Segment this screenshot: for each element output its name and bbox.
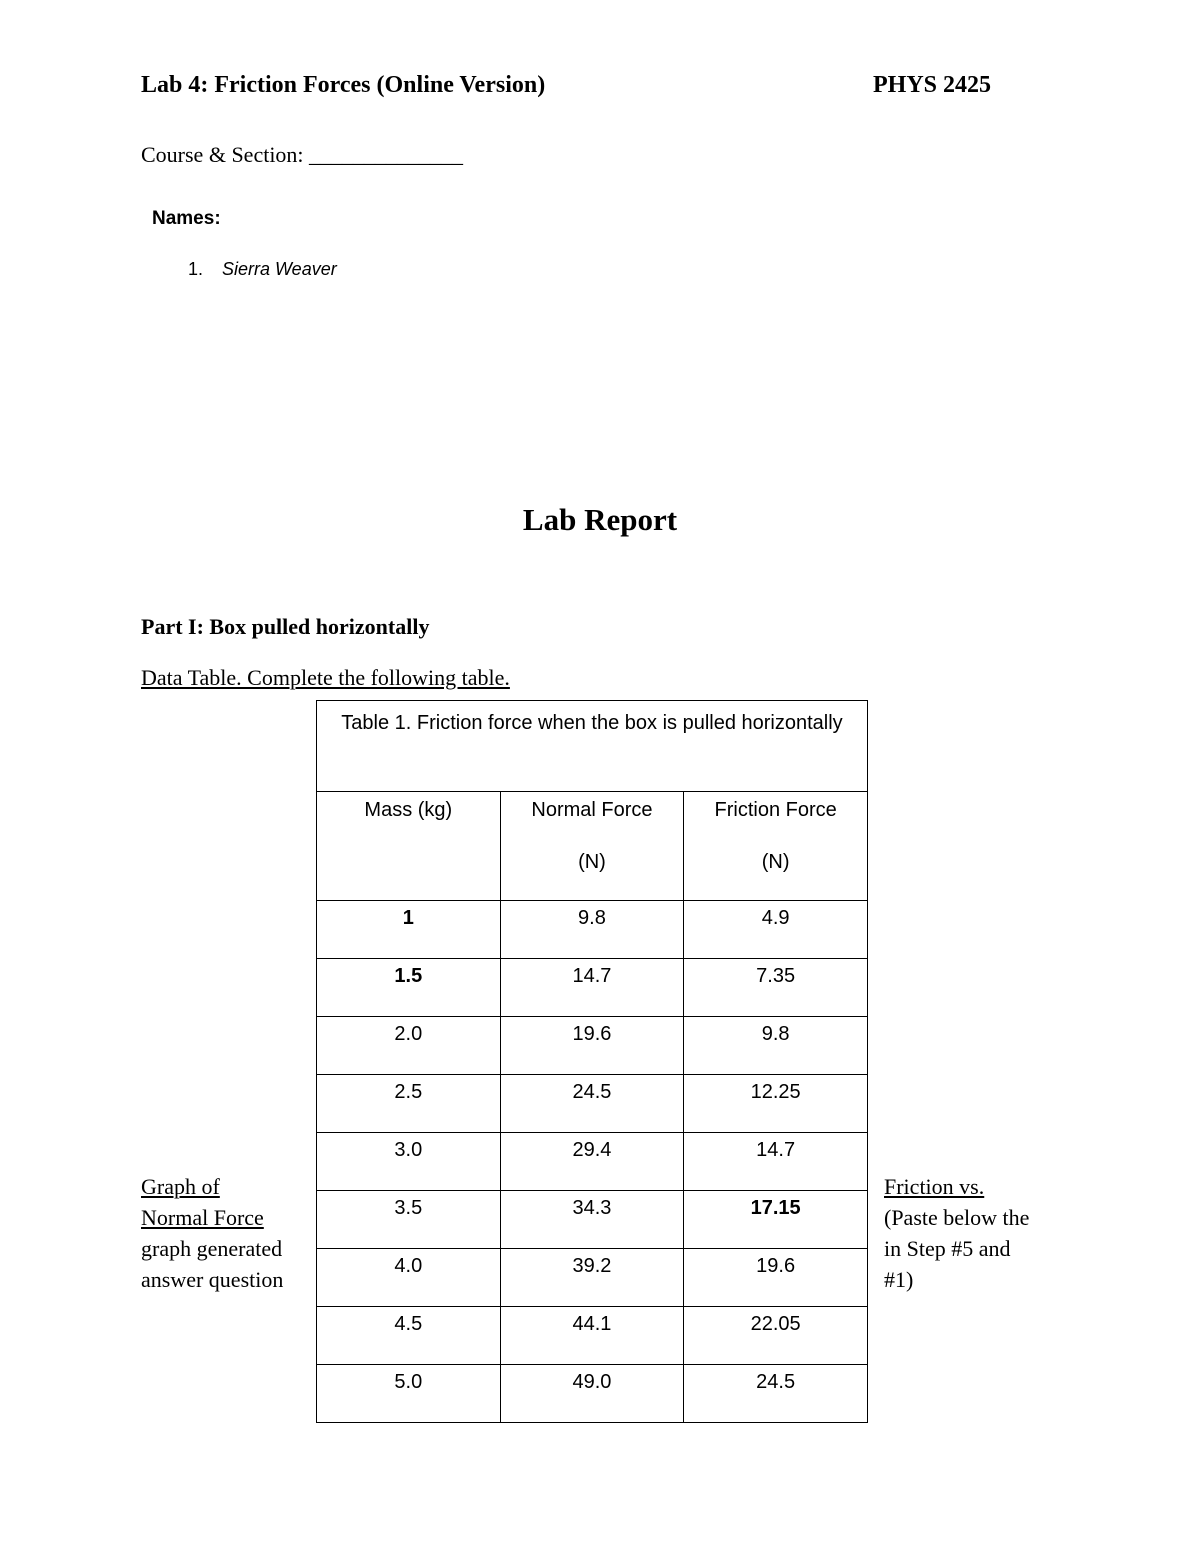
column-header-label: Friction Force bbox=[714, 799, 837, 821]
friction-force-cell[interactable]: 9.8 bbox=[684, 1017, 868, 1075]
mass-cell[interactable]: 4.5 bbox=[317, 1307, 501, 1365]
friction-force-cell[interactable]: 12.25 bbox=[684, 1075, 868, 1133]
table-row bbox=[317, 959, 868, 1017]
table-row bbox=[317, 1307, 868, 1365]
mass-cell[interactable]: 1 bbox=[317, 901, 501, 959]
column-header-normal-force bbox=[500, 792, 684, 901]
course-code: PHYS 2425 bbox=[873, 72, 992, 98]
table-row bbox=[317, 1075, 868, 1133]
friction-force-cell[interactable]: 7.35 bbox=[684, 959, 868, 1017]
part-title: Part I: Box pulled horizontally bbox=[141, 614, 430, 639]
normal-force-cell[interactable]: 14.7 bbox=[500, 959, 684, 1017]
report-title: Lab Report bbox=[522, 502, 678, 537]
graph-instructions-right bbox=[884, 1171, 1029, 1295]
mass-cell[interactable]: 3.5 bbox=[317, 1191, 501, 1249]
mass-cell[interactable]: 5.0 bbox=[317, 1365, 501, 1423]
table-row bbox=[317, 1133, 868, 1191]
document-title: Lab 4: Friction Forces (Online Version) bbox=[141, 72, 546, 98]
friction-data-table bbox=[316, 700, 868, 1423]
mass-cell[interactable]: 2.0 bbox=[317, 1017, 501, 1075]
mass-cell[interactable]: 1.5 bbox=[317, 959, 501, 1017]
instruction-line: in Step #5 and bbox=[884, 1236, 1011, 1261]
course-section-line: Course & Section: ______________ bbox=[141, 142, 464, 167]
instruction-line: Normal Force bbox=[141, 1205, 264, 1230]
normal-force-cell[interactable]: 29.4 bbox=[500, 1133, 684, 1191]
table-row bbox=[317, 1191, 868, 1249]
table-row bbox=[317, 1017, 868, 1075]
table-row bbox=[317, 1249, 868, 1307]
name-list-number: 1. bbox=[188, 259, 204, 279]
friction-force-cell[interactable]: 14.7 bbox=[684, 1133, 868, 1191]
friction-force-cell[interactable]: 17.15 bbox=[684, 1191, 868, 1249]
mass-cell[interactable]: 3.0 bbox=[317, 1133, 501, 1191]
data-table-label: Data Table. Complete the following table. bbox=[141, 665, 510, 690]
column-header-unit: (N) bbox=[578, 851, 606, 873]
friction-force-cell[interactable]: 4.9 bbox=[684, 901, 868, 959]
column-header-label: Mass (kg) bbox=[364, 799, 453, 821]
friction-force-cell[interactable]: 19.6 bbox=[684, 1249, 868, 1307]
normal-force-cell[interactable]: 19.6 bbox=[500, 1017, 684, 1075]
instruction-line: #1) bbox=[884, 1267, 914, 1292]
normal-force-cell[interactable]: 39.2 bbox=[500, 1249, 684, 1307]
name-list-item bbox=[188, 259, 337, 280]
column-header-mass bbox=[317, 792, 501, 901]
mass-cell[interactable]: 2.5 bbox=[317, 1075, 501, 1133]
mass-cell[interactable]: 4.0 bbox=[317, 1249, 501, 1307]
normal-force-cell[interactable]: 34.3 bbox=[500, 1191, 684, 1249]
normal-force-cell[interactable]: 44.1 bbox=[500, 1307, 684, 1365]
graph-instructions-left bbox=[141, 1171, 283, 1295]
friction-force-cell[interactable]: 22.05 bbox=[684, 1307, 868, 1365]
normal-force-cell[interactable]: 49.0 bbox=[500, 1365, 684, 1423]
instruction-line: answer question bbox=[141, 1267, 284, 1292]
normal-force-cell[interactable]: 9.8 bbox=[500, 901, 684, 959]
table-row bbox=[317, 901, 868, 959]
instruction-line: Friction vs. bbox=[884, 1174, 985, 1199]
instruction-line: graph generated bbox=[141, 1236, 283, 1261]
names-label: Names: bbox=[152, 208, 221, 229]
instruction-line: (Paste below the bbox=[884, 1205, 1030, 1230]
friction-force-cell[interactable]: 24.5 bbox=[684, 1365, 868, 1423]
table-row bbox=[317, 1365, 868, 1423]
normal-force-cell[interactable]: 24.5 bbox=[500, 1075, 684, 1133]
column-header-friction-force bbox=[684, 792, 868, 901]
column-header-unit: (N) bbox=[761, 851, 790, 873]
table-caption: Table 1. Friction force when the box is pulled horizontally bbox=[317, 701, 868, 792]
student-name: Sierra Weaver bbox=[222, 259, 337, 279]
instruction-line: Graph of bbox=[141, 1174, 220, 1199]
column-header-label: Normal Force bbox=[531, 799, 653, 821]
